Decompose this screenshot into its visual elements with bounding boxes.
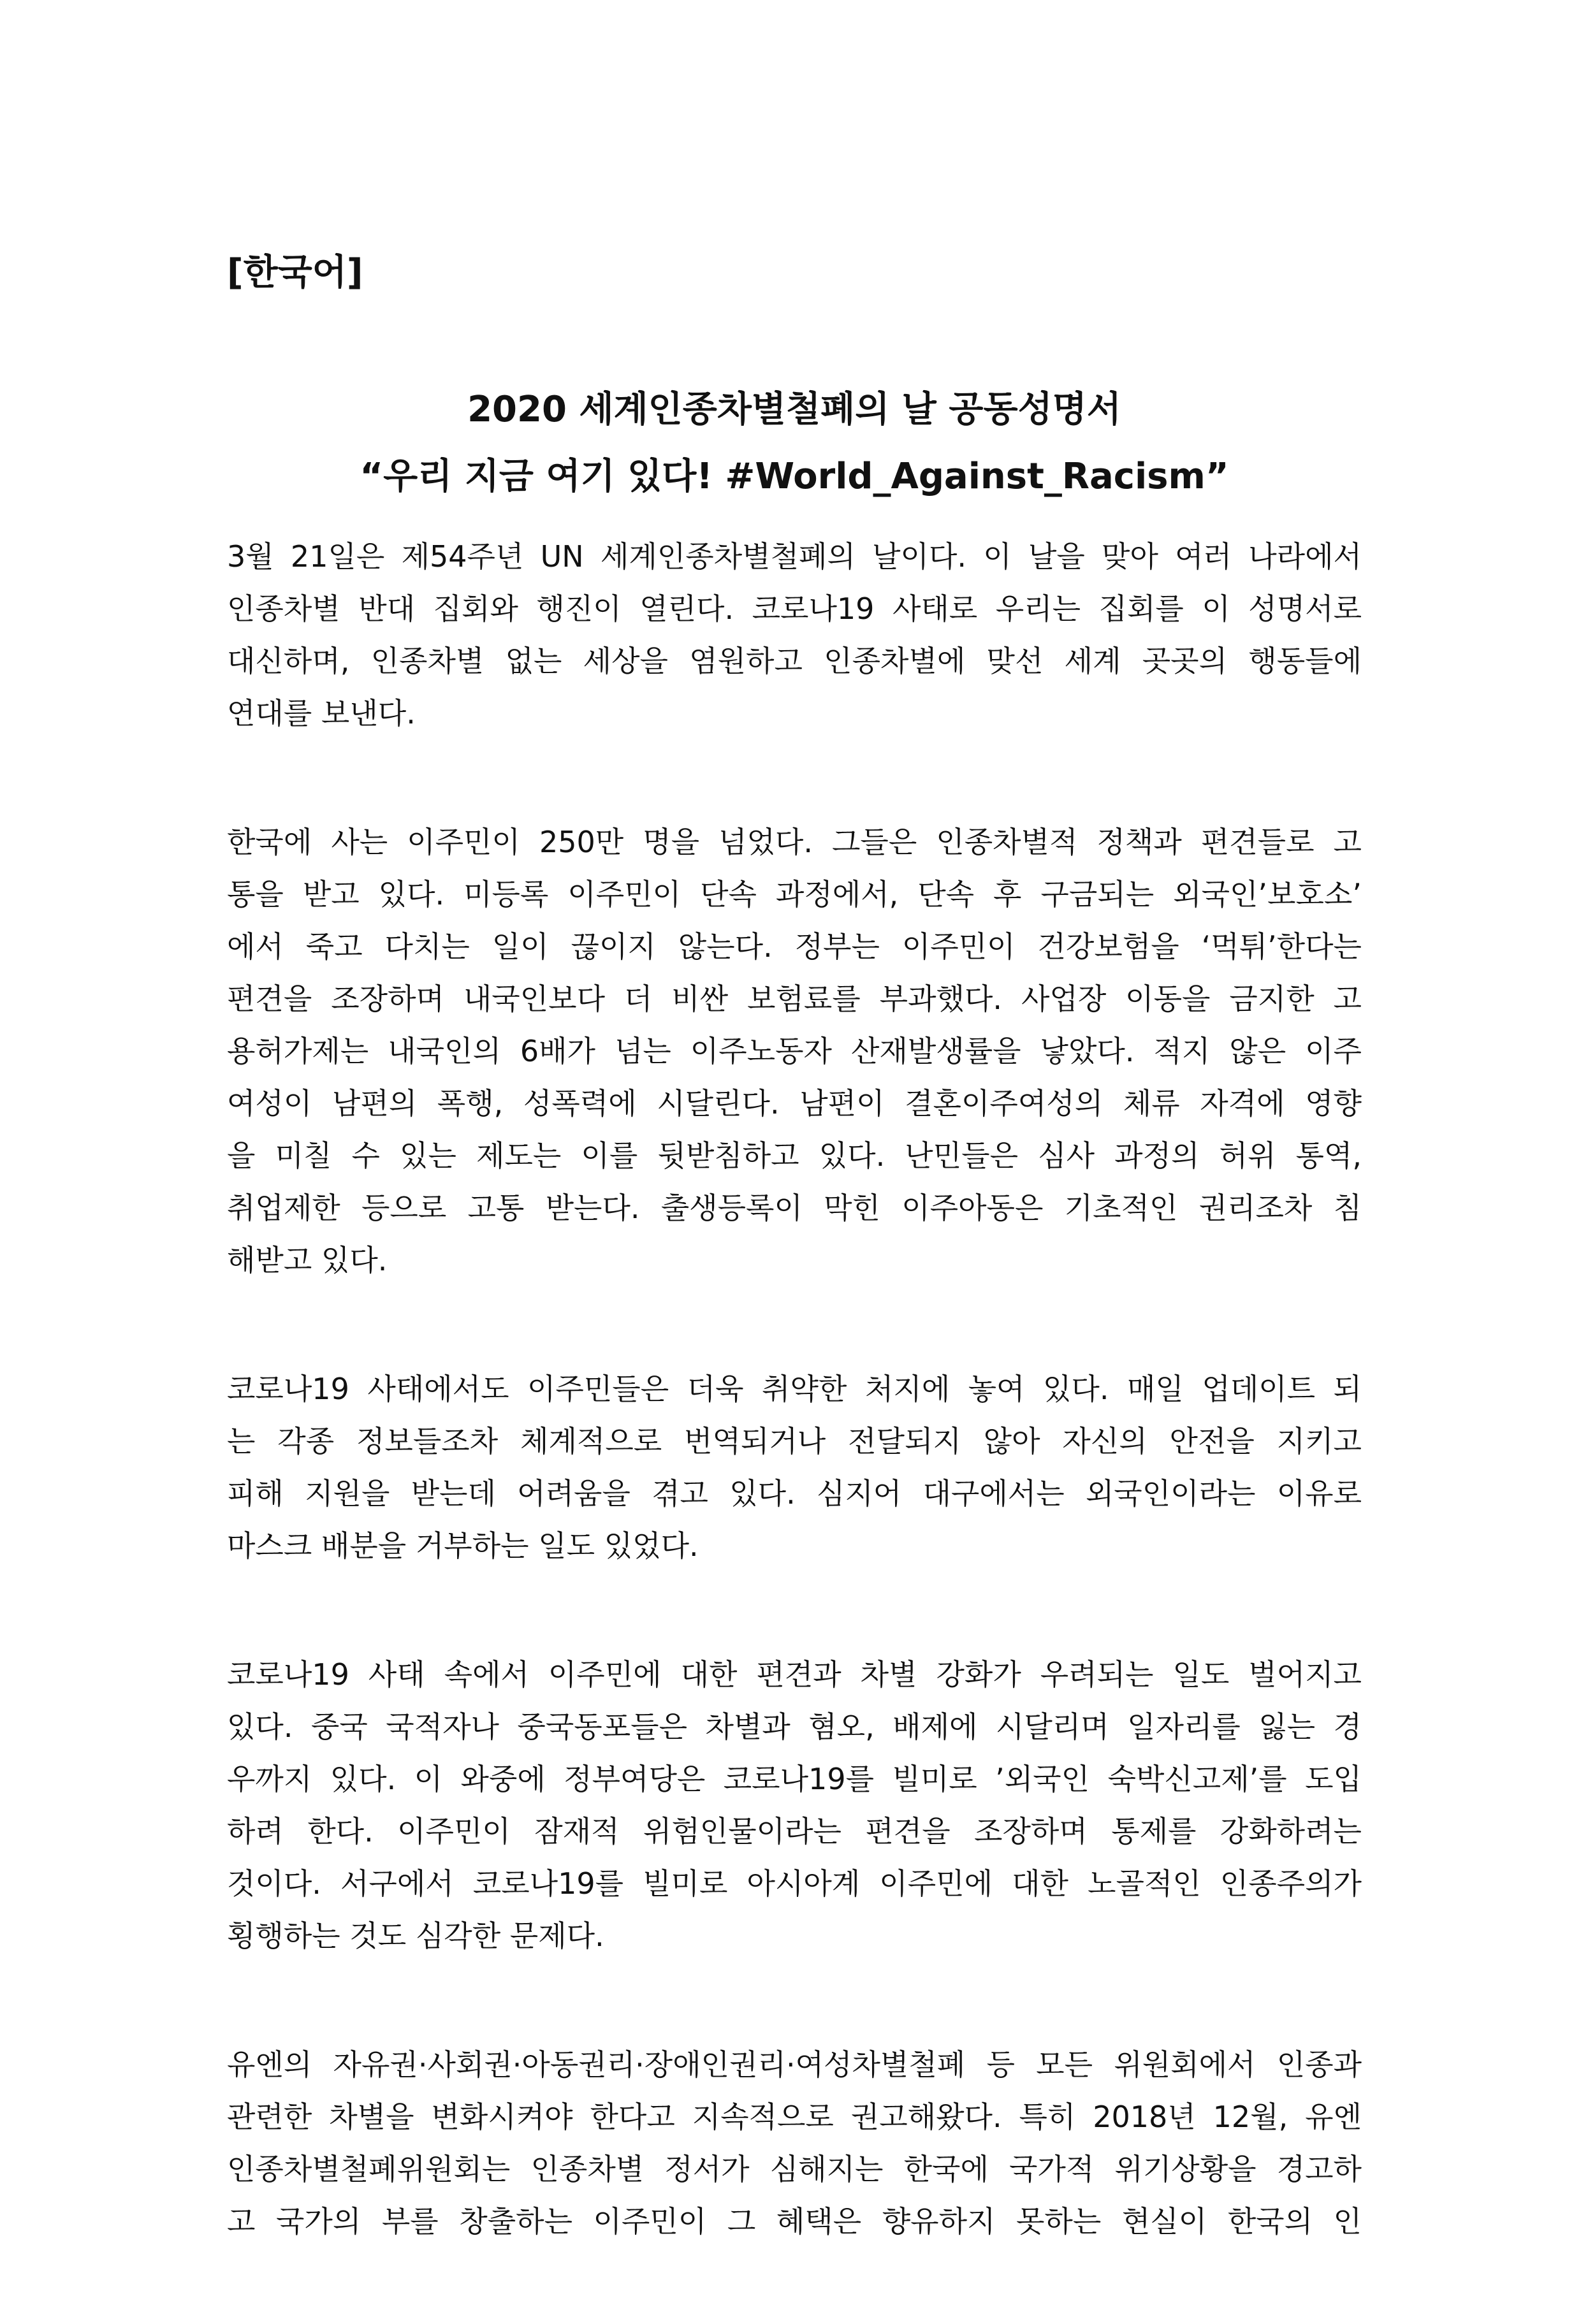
statement-body (227, 530, 1362, 2324)
paragraph-line: 하려 한다. 이주민이 잠재적 위험인물이라는 편견을 조장하며 통제를 강화하려는 (227, 1814, 1362, 1848)
paragraph (227, 2038, 1362, 2248)
paragraph-line: 인종차별 반대 집회와 행진이 열린다. 코로나19 사태로 우리는 집회를 이 성명서로 (227, 592, 1362, 626)
paragraph-line: 는 각종 정보들조차 체계적으로 번역되거나 전달되지 않아 자신의 안전을 지키고 (227, 1424, 1362, 1458)
title-line-slogan: “우리 지금 여기 있다! #World_Against_Racism” (360, 456, 1229, 497)
paragraph-line: 것이다. 서구에서 코로나19를 빌미로 아시아계 이주민에 대한 노골적인 인종주의가 (227, 1866, 1362, 1901)
paragraph-line: 에서 죽고 다치는 일이 끊이지 않는다. 정부는 이주민이 건강보험을 ‘먹튀’한다는 (227, 929, 1362, 964)
paragraph-line: 용허가제는 내국인의 6배가 넘는 이주노동자 산재발생률을 낳았다. 적지 않은 이주 (227, 1034, 1362, 1068)
paragraph-line: 한국에 사는 이주민이 250만 명을 넘었다. 그들은 인종차별적 정책과 편견들로 고 (227, 825, 1362, 859)
paragraph-line: 해받고 있다. (227, 1243, 388, 1277)
paragraph (227, 530, 1362, 739)
paragraph (227, 1363, 1362, 1572)
paragraph-line: 3월 21일은 제54주년 UN 세계인종차별철폐의 날이다. 이 날을 맞아 여러 나라에서 (227, 539, 1362, 574)
paragraph-line: 있다. 중국 국적자나 중국동포들은 차별과 혐오, 배제에 시달리며 일자리를 잃는 경 (227, 1710, 1362, 1744)
paragraph-line: 피해 지원을 받는데 어려움을 겪고 있다. 심지어 대구에서는 외국인이라는 이유로 (227, 1476, 1362, 1511)
paragraph-line: 고 국가의 부를 창출하는 이주민이 그 혜택은 향유하지 못하는 현실이 한국의 인 (227, 2204, 1362, 2239)
paragraph-line: 코로나19 사태에서도 이주민들은 더욱 취약한 처지에 놓여 있다. 매일 업데이트 되 (227, 1372, 1362, 1406)
paragraph (227, 816, 1362, 1286)
statement-title (227, 376, 1362, 510)
paragraph-line: 마스크 배분을 거부하는 일도 있었다. (227, 1529, 699, 1563)
paragraph-line: 유엔의 자유권·사회권·아동권리·장애인권리·여성차별철폐 등 모든 위원회에서 인종과 (227, 2047, 1362, 2082)
paragraph-line: 연대를 보낸다. (227, 696, 416, 730)
paragraph-line: 취업제한 등으로 고통 받는다. 출생등록이 막힌 이주아동은 기초적인 권리조차 침 (227, 1191, 1362, 1225)
language-label: [한국어] (227, 252, 363, 293)
paragraph-line: 관련한 차별을 변화시켜야 한다고 지속적으로 권고해왔다. 특히 2018년 12월, 유엔 (227, 2100, 1362, 2134)
paragraph-line: 우까지 있다. 이 와중에 정부여당은 코로나19를 빌미로 ’외국인 숙박신고제’를 도입 (227, 1762, 1362, 1796)
paragraph-line: 코로나19 사태 속에서 이주민에 대한 편견과 차별 강화가 우려되는 일도 벌어지고 (227, 1657, 1362, 1692)
paragraph (227, 1648, 1362, 1962)
paragraph-line: 횡행하는 것도 심각한 문제다. (227, 1919, 604, 1953)
paragraph-line: 을 미칠 수 있는 제도는 이를 뒷받침하고 있다. 난민들은 심사 과정의 허위 통역, (227, 1138, 1362, 1173)
paragraph-line: 인종차별철폐위원회는 인종차별 정서가 심해지는 한국에 국가적 위기상황을 경고하 (227, 2152, 1362, 2186)
paragraph-line: 대신하며, 인종차별 없는 세상을 염원하고 인종차별에 맞선 세계 곳곳의 행동들에 (227, 644, 1362, 678)
paragraph-line: 여성이 남편의 폭행, 성폭력에 시달린다. 남편이 결혼이주여성의 체류 자격에 영향 (227, 1086, 1362, 1121)
paragraph-line: 통을 받고 있다. 미등록 이주민이 단속 과정에서, 단속 후 구금되는 외국인’보호소’ (227, 877, 1362, 911)
paragraph-line: 편견을 조장하며 내국인보다 더 비싼 보험료를 부과했다. 사업장 이동을 금지한 고 (227, 982, 1362, 1016)
title-line-main: 2020 세계인종차별철폐의 날 공동성명서 (467, 389, 1121, 430)
